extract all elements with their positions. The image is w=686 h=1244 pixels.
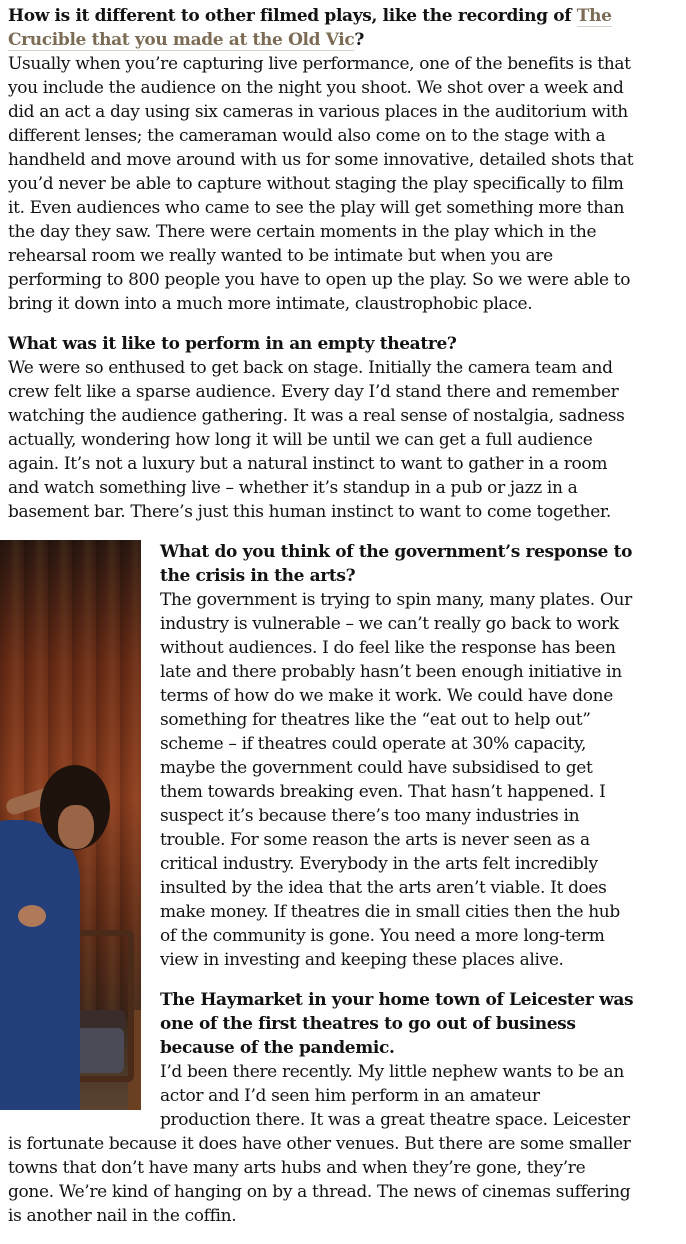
question-suffix: ? [354,30,365,50]
question-filmed-plays [8,4,634,52]
article-body [8,4,634,1244]
answer-haymarket: I’d been there recently. My little nephew wants to be an actor and I’d seen him perform in an amateur production there. It was a great theatre space. Leicester is fortunate because it does have other venues. But there are some smaller towns that don’t have many arts hubs and when they’re gone, they’re gone. We’re kind of hanging on by a thread. The news of cinemas suffering is another nail in the coffin. [8,1062,631,1226]
answer-government-response: The government is trying to spin many, many plates. Our industry is vulnerable – we can’t really go back to work without audiences. I do feel like the response has been late and there probably hasn’t been enough initiative in terms of how do we make it work. We could have done something for theatres like the “eat out to help out” scheme – if theatres could operate at 30% capacity, maybe the government could have subsidised to get them towards breaking even. That hasn’t happened. I suspect it’s because there’s too many industries in trouble. For some reason the arts is never seen as a critical industry. Everybody in the arts felt incredibly insulted by the idea that the arts aren’t viable. It does make money. If theatres die in small cities then the hub of the community is gone. You need a more long-term view in investing and keeping these places alive. [160,590,632,970]
question-empty-theatre: What was it like to perform in an empty theatre? [8,334,457,354]
question-haymarket: The Haymarket in your home town of Leicester was one of the first theatres to go out of business because of the pandemic. [160,990,634,1058]
stage-photo [0,540,141,1110]
photo-actor-dress [0,820,80,1110]
answer-filmed-plays: Usually when you’re capturing live performance, one of the benefits is that you include the audience on the night you shoot. We shot over a week and did an act a day using six cameras in various places in the auditorium with different lenses; the cameraman would also come on to the stage with a handheld and move around with us for some innovative, detailed shots that you’d never be able to capture without staging the play specifically to film it. Even audiences who came to see the play will get something more than the day they saw. There were certain moments in the play which in the rehearsal room we really wanted to be intimate but when you are performing to 800 people you have to open up the play. So we were able to bring it down into a much more intimate, claustrophobic place. [8,54,634,314]
the-crucible-link[interactable]: The Crucible that you made at the Old Vic [8,6,612,50]
question-government-response: What do you think of the government’s response to the crisis in the arts? [160,542,633,586]
photo-actor-face [58,805,94,849]
photo-actor-hand [18,905,46,927]
answer-empty-theatre: We were so enthused to get back on stage. Initially the camera team and crew felt like a sparse audience. Every day I’d stand there and remember watching the audience gathering. It was a real sense of nostalgia, sadness actually, wondering how long it will be until we can get a full audience again. It’s not a luxury but a natural instinct to want to gather in a room and watch something live – whether it’s standup in a pub or jazz in a basement bar. There’s just this human instinct to want to come together. [8,358,625,522]
question-prefix: How is it different to other filmed plays, like the recording of [8,6,577,26]
